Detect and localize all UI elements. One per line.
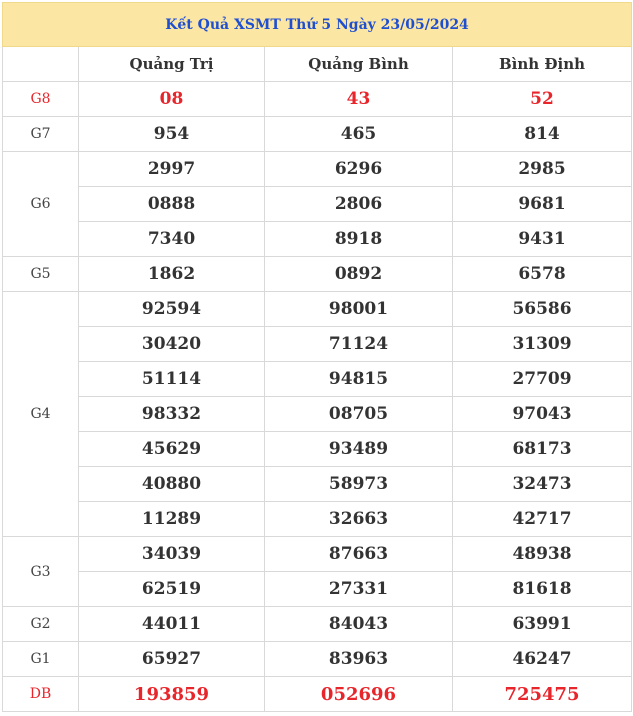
prize-row-db	[3, 677, 632, 712]
result-number: 98332	[79, 397, 265, 432]
prize-row-g4	[3, 362, 632, 397]
prize-row-g2	[3, 607, 632, 642]
prize-label: G6	[3, 152, 79, 257]
result-number: 92594	[79, 292, 265, 327]
result-number: 42717	[453, 502, 632, 537]
result-number: 6578	[453, 257, 632, 292]
result-number: 43	[265, 82, 453, 117]
prize-column-header	[3, 47, 79, 82]
result-number: 0892	[265, 257, 453, 292]
prize-label: G8	[3, 82, 79, 117]
lottery-results-table	[2, 2, 632, 712]
prize-label: G2	[3, 607, 79, 642]
prize-label: G5	[3, 257, 79, 292]
results-title: Kết Quả XSMT Thứ 5 Ngày 23/05/2024	[3, 3, 632, 47]
result-number: 27709	[453, 362, 632, 397]
result-number: 30420	[79, 327, 265, 362]
result-number: 84043	[265, 607, 453, 642]
result-number: 08	[79, 82, 265, 117]
prize-row-g7	[3, 117, 632, 152]
result-number: 71124	[265, 327, 453, 362]
result-number: 7340	[79, 222, 265, 257]
result-number: 2806	[265, 187, 453, 222]
result-number: 0888	[79, 187, 265, 222]
result-number: 58973	[265, 467, 453, 502]
prize-row-g4	[3, 432, 632, 467]
result-number: 94815	[265, 362, 453, 397]
result-number: 052696	[265, 677, 453, 712]
result-number: 83963	[265, 642, 453, 677]
prize-label: DB	[3, 677, 79, 712]
result-number: 62519	[79, 572, 265, 607]
result-number: 1862	[79, 257, 265, 292]
prize-row-g3	[3, 572, 632, 607]
result-number: 27331	[265, 572, 453, 607]
result-number: 08705	[265, 397, 453, 432]
result-number: 11289	[79, 502, 265, 537]
prize-row-g1	[3, 642, 632, 677]
prize-row-g3	[3, 537, 632, 572]
result-number: 81618	[453, 572, 632, 607]
result-number: 6296	[265, 152, 453, 187]
prize-label: G1	[3, 642, 79, 677]
result-number: 45629	[79, 432, 265, 467]
result-number: 954	[79, 117, 265, 152]
result-number: 93489	[265, 432, 453, 467]
prize-label: G7	[3, 117, 79, 152]
result-number: 32663	[265, 502, 453, 537]
results-container	[2, 2, 631, 712]
result-number: 52	[453, 82, 632, 117]
result-number: 8918	[265, 222, 453, 257]
result-number: 51114	[79, 362, 265, 397]
result-number: 56586	[453, 292, 632, 327]
result-number: 48938	[453, 537, 632, 572]
results-body	[3, 82, 632, 712]
prize-row-g4	[3, 397, 632, 432]
result-number: 44011	[79, 607, 265, 642]
result-number: 65927	[79, 642, 265, 677]
result-number: 63991	[453, 607, 632, 642]
prize-row-g4	[3, 292, 632, 327]
result-number: 68173	[453, 432, 632, 467]
prize-row-g6	[3, 187, 632, 222]
prize-row-g4	[3, 467, 632, 502]
prize-row-g6	[3, 152, 632, 187]
result-number: 31309	[453, 327, 632, 362]
province-header: Quảng Trị	[79, 47, 265, 82]
province-header: Bình Định	[453, 47, 632, 82]
result-number: 9681	[453, 187, 632, 222]
prize-label: G3	[3, 537, 79, 607]
prize-row-g8	[3, 82, 632, 117]
province-header-row	[3, 47, 632, 82]
prize-row-g6	[3, 222, 632, 257]
result-number: 34039	[79, 537, 265, 572]
result-number: 814	[453, 117, 632, 152]
province-header: Quảng Bình	[265, 47, 453, 82]
prize-label: G4	[3, 292, 79, 537]
result-number: 9431	[453, 222, 632, 257]
result-number: 193859	[79, 677, 265, 712]
result-number: 2985	[453, 152, 632, 187]
result-number: 97043	[453, 397, 632, 432]
result-number: 87663	[265, 537, 453, 572]
result-number: 32473	[453, 467, 632, 502]
result-number: 98001	[265, 292, 453, 327]
prize-row-g5	[3, 257, 632, 292]
result-number: 40880	[79, 467, 265, 502]
prize-row-g4	[3, 327, 632, 362]
result-number: 2997	[79, 152, 265, 187]
prize-row-g4	[3, 502, 632, 537]
result-number: 465	[265, 117, 453, 152]
result-number: 725475	[453, 677, 632, 712]
result-number: 46247	[453, 642, 632, 677]
